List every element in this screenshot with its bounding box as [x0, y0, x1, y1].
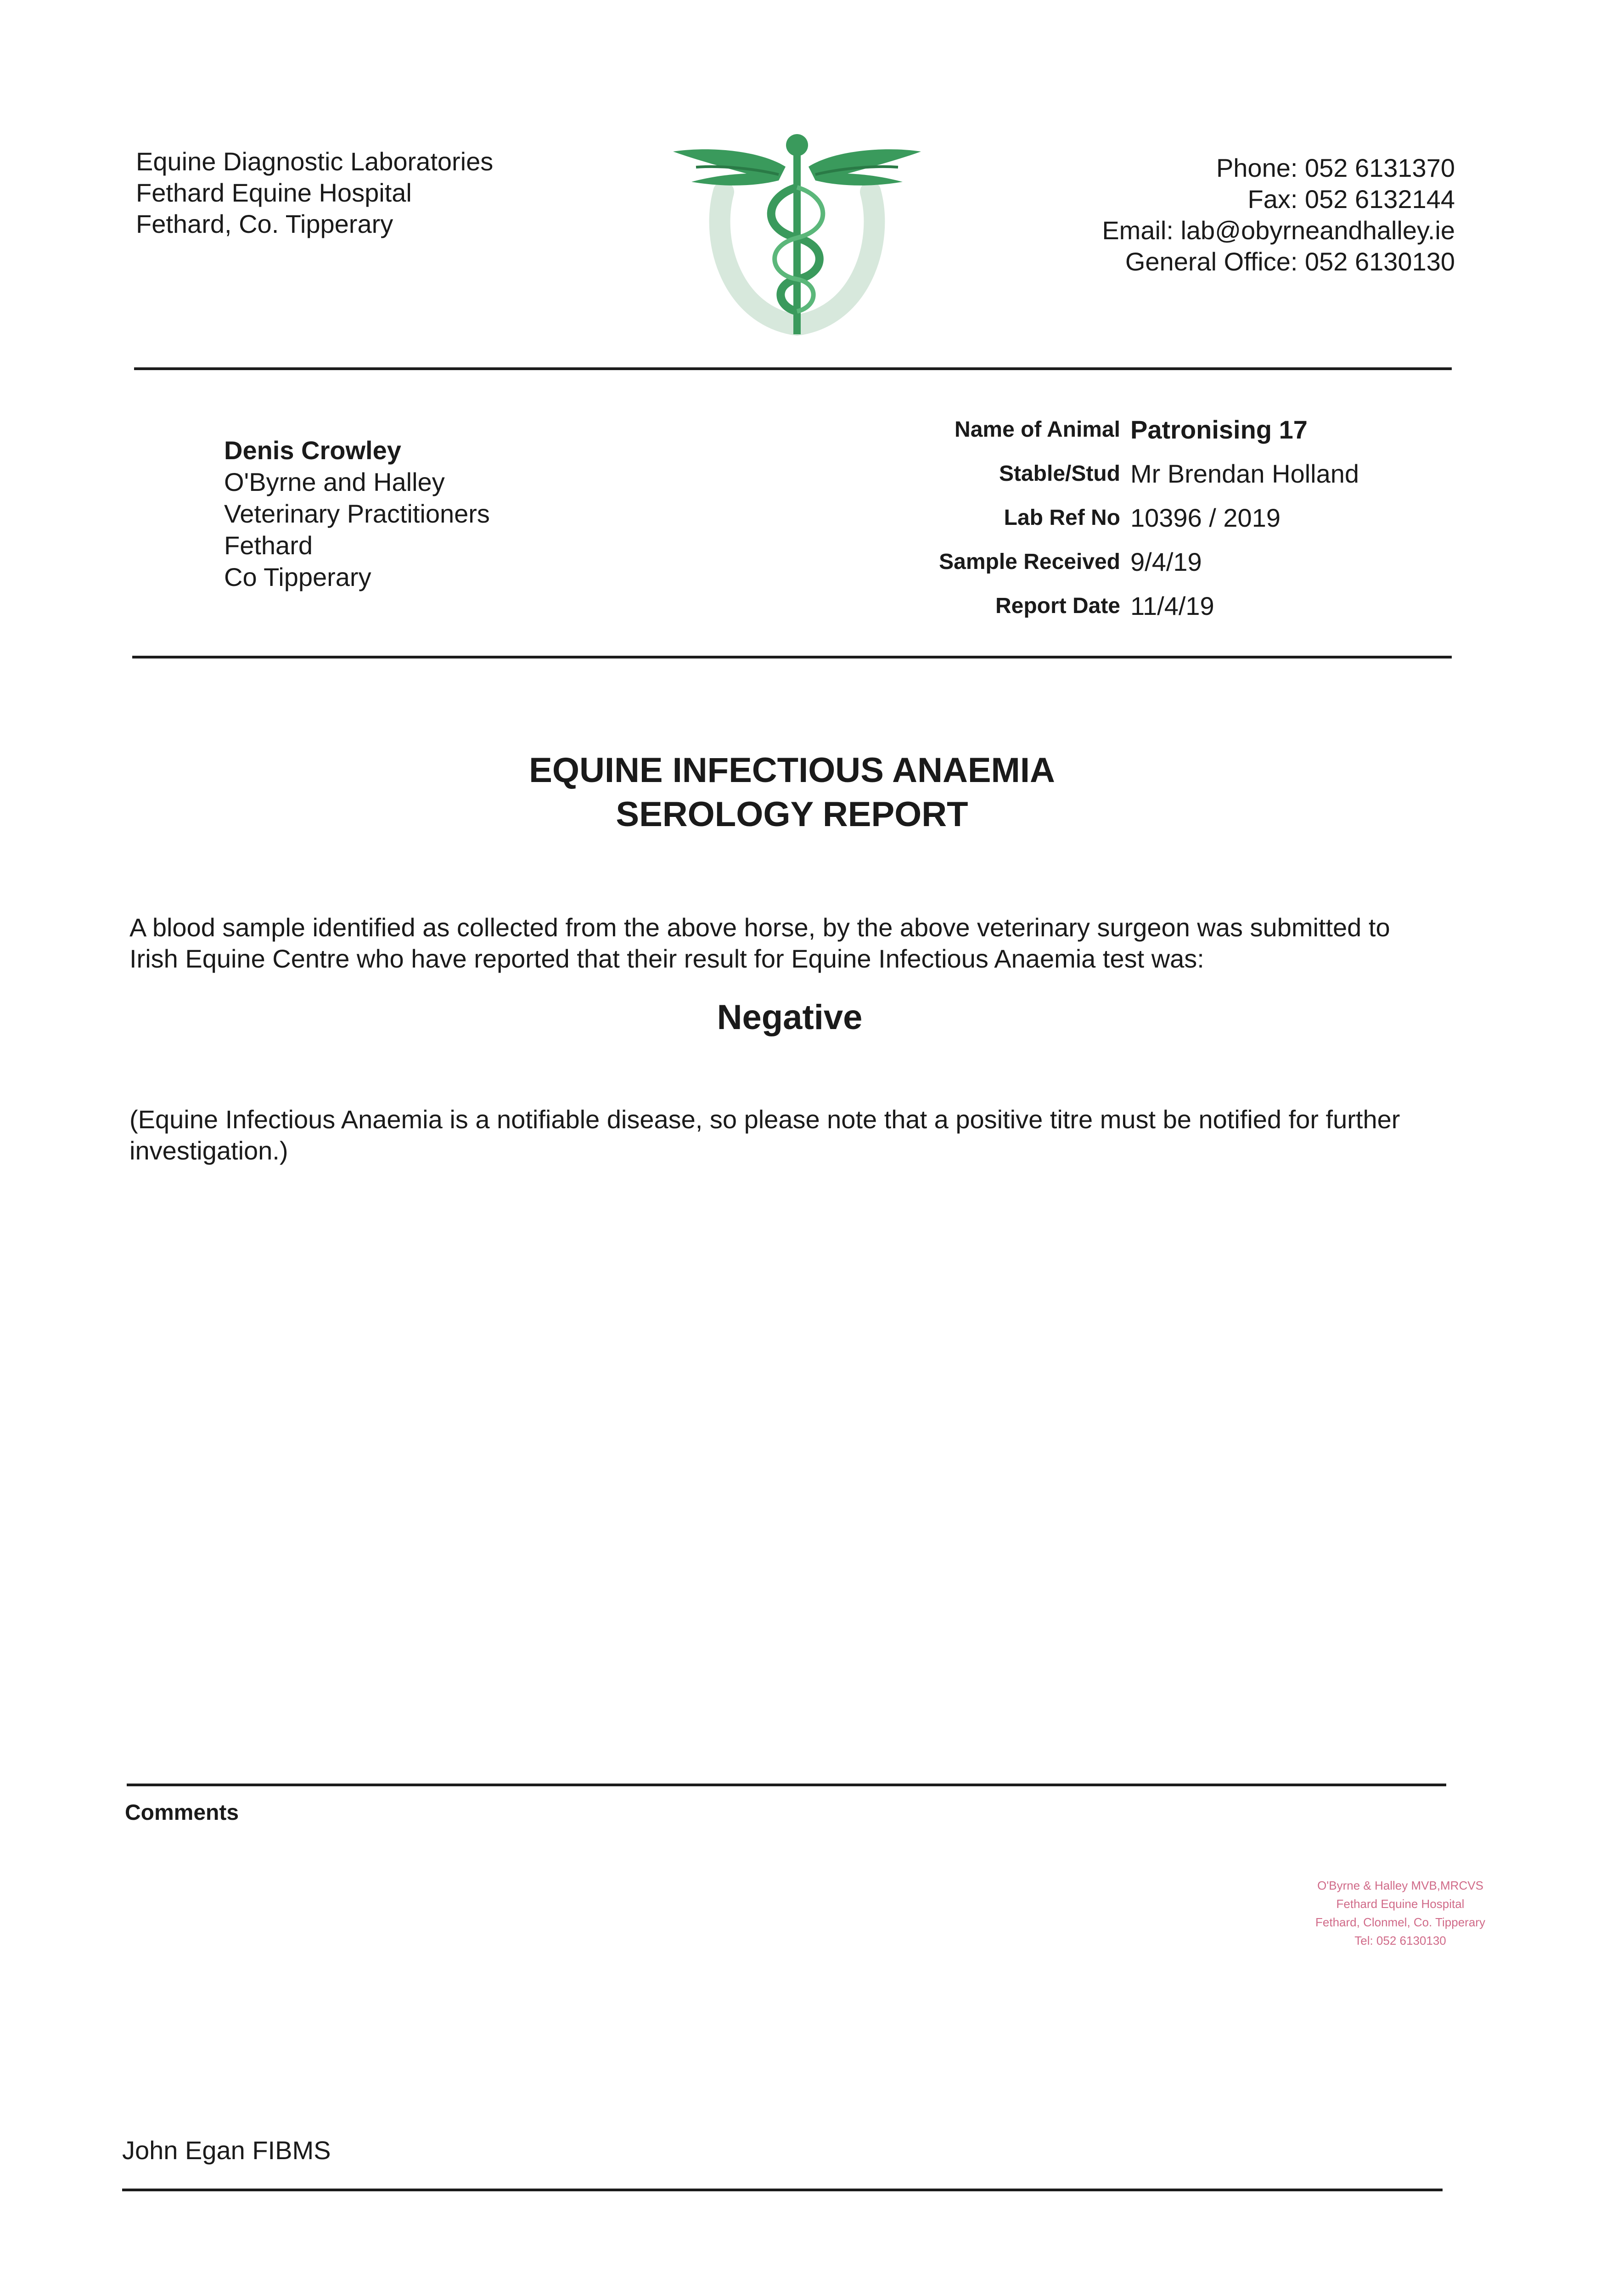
report-title-line: SEROLOGY REPORT	[616, 795, 968, 834]
email-line: Email: lab@obyrneandhalley.ie	[1102, 216, 1455, 245]
lab-ref-label: Lab Ref No	[1004, 506, 1120, 530]
details-divider	[132, 656, 1452, 658]
test-result: Negative	[717, 998, 863, 1037]
sample-received-label: Sample Received	[939, 550, 1120, 574]
notifiable-note	[129, 1104, 1461, 1166]
practice-stamp	[1304, 1876, 1497, 1958]
fax-line: Fax: 052 6132144	[1247, 185, 1455, 214]
intro-line: Irish Equine Centre who have reported that their result for Equine Infectious Anaemia test was:	[129, 944, 1204, 973]
report-date-label: Report Date	[995, 594, 1120, 618]
signatory-name: John Egan FIBMS	[122, 2136, 331, 2165]
report-title	[0, 748, 1584, 837]
comments-divider	[127, 1784, 1446, 1786]
stable-value: Mr Brendan Holland	[1130, 459, 1359, 488]
stable-label: Stable/Stud	[999, 461, 1120, 486]
sample-received-value: 9/4/19	[1130, 547, 1202, 576]
lab-address-line: Fethard, Co. Tipperary	[136, 209, 393, 238]
stamp-line: O'Byrne & Halley MVB,MRCVS	[1317, 1879, 1483, 1892]
note-line: (Equine Infectious Anaemia is a notifiable disease, so please note that a positive titre must be notified for further	[129, 1105, 1400, 1134]
lab-address	[136, 146, 493, 240]
phone-line: Phone: 052 6131370	[1216, 153, 1455, 182]
lab-contact	[1102, 152, 1455, 277]
recipient-line: Co Tipperary	[224, 563, 371, 591]
recipient-line: Fethard	[224, 531, 313, 560]
recipient-address	[224, 434, 490, 593]
animal-name-value: Patronising 17	[1130, 415, 1308, 444]
lab-address-line: Equine Diagnostic Laboratories	[136, 147, 494, 176]
lab-address-line: Fethard Equine Hospital	[136, 178, 412, 207]
recipient-name: Denis Crowley	[224, 436, 401, 465]
animal-name-label: Name of Animal	[955, 417, 1120, 442]
report-title-line: EQUINE INFECTIOUS ANAEMIA	[529, 751, 1055, 790]
stamp-line: Tel: 052 6130130	[1354, 1934, 1446, 1947]
stamp-line: Fethard, Clonmel, Co. Tipperary	[1315, 1915, 1485, 1929]
recipient-line: Veterinary Practitioners	[224, 499, 490, 528]
lab-ref-value: 10396 / 2019	[1130, 503, 1280, 532]
footer-divider	[122, 2189, 1443, 2191]
caduceus-horseshoe-icon	[668, 123, 926, 339]
recipient-line: O'Byrne and Halley	[224, 467, 445, 496]
comments-label: Comments	[125, 1801, 239, 1825]
office-line: General Office: 052 6130130	[1125, 247, 1455, 276]
intro-paragraph	[129, 912, 1461, 974]
report-date-value: 11/4/19	[1130, 591, 1214, 620]
intro-line: A blood sample identified as collected from the above horse, by the above veterinary surgeon was submitted to	[129, 913, 1390, 942]
note-line: investigation.)	[129, 1136, 288, 1165]
header-divider	[134, 367, 1452, 370]
stamp-line: Fethard Equine Hospital	[1336, 1897, 1465, 1911]
